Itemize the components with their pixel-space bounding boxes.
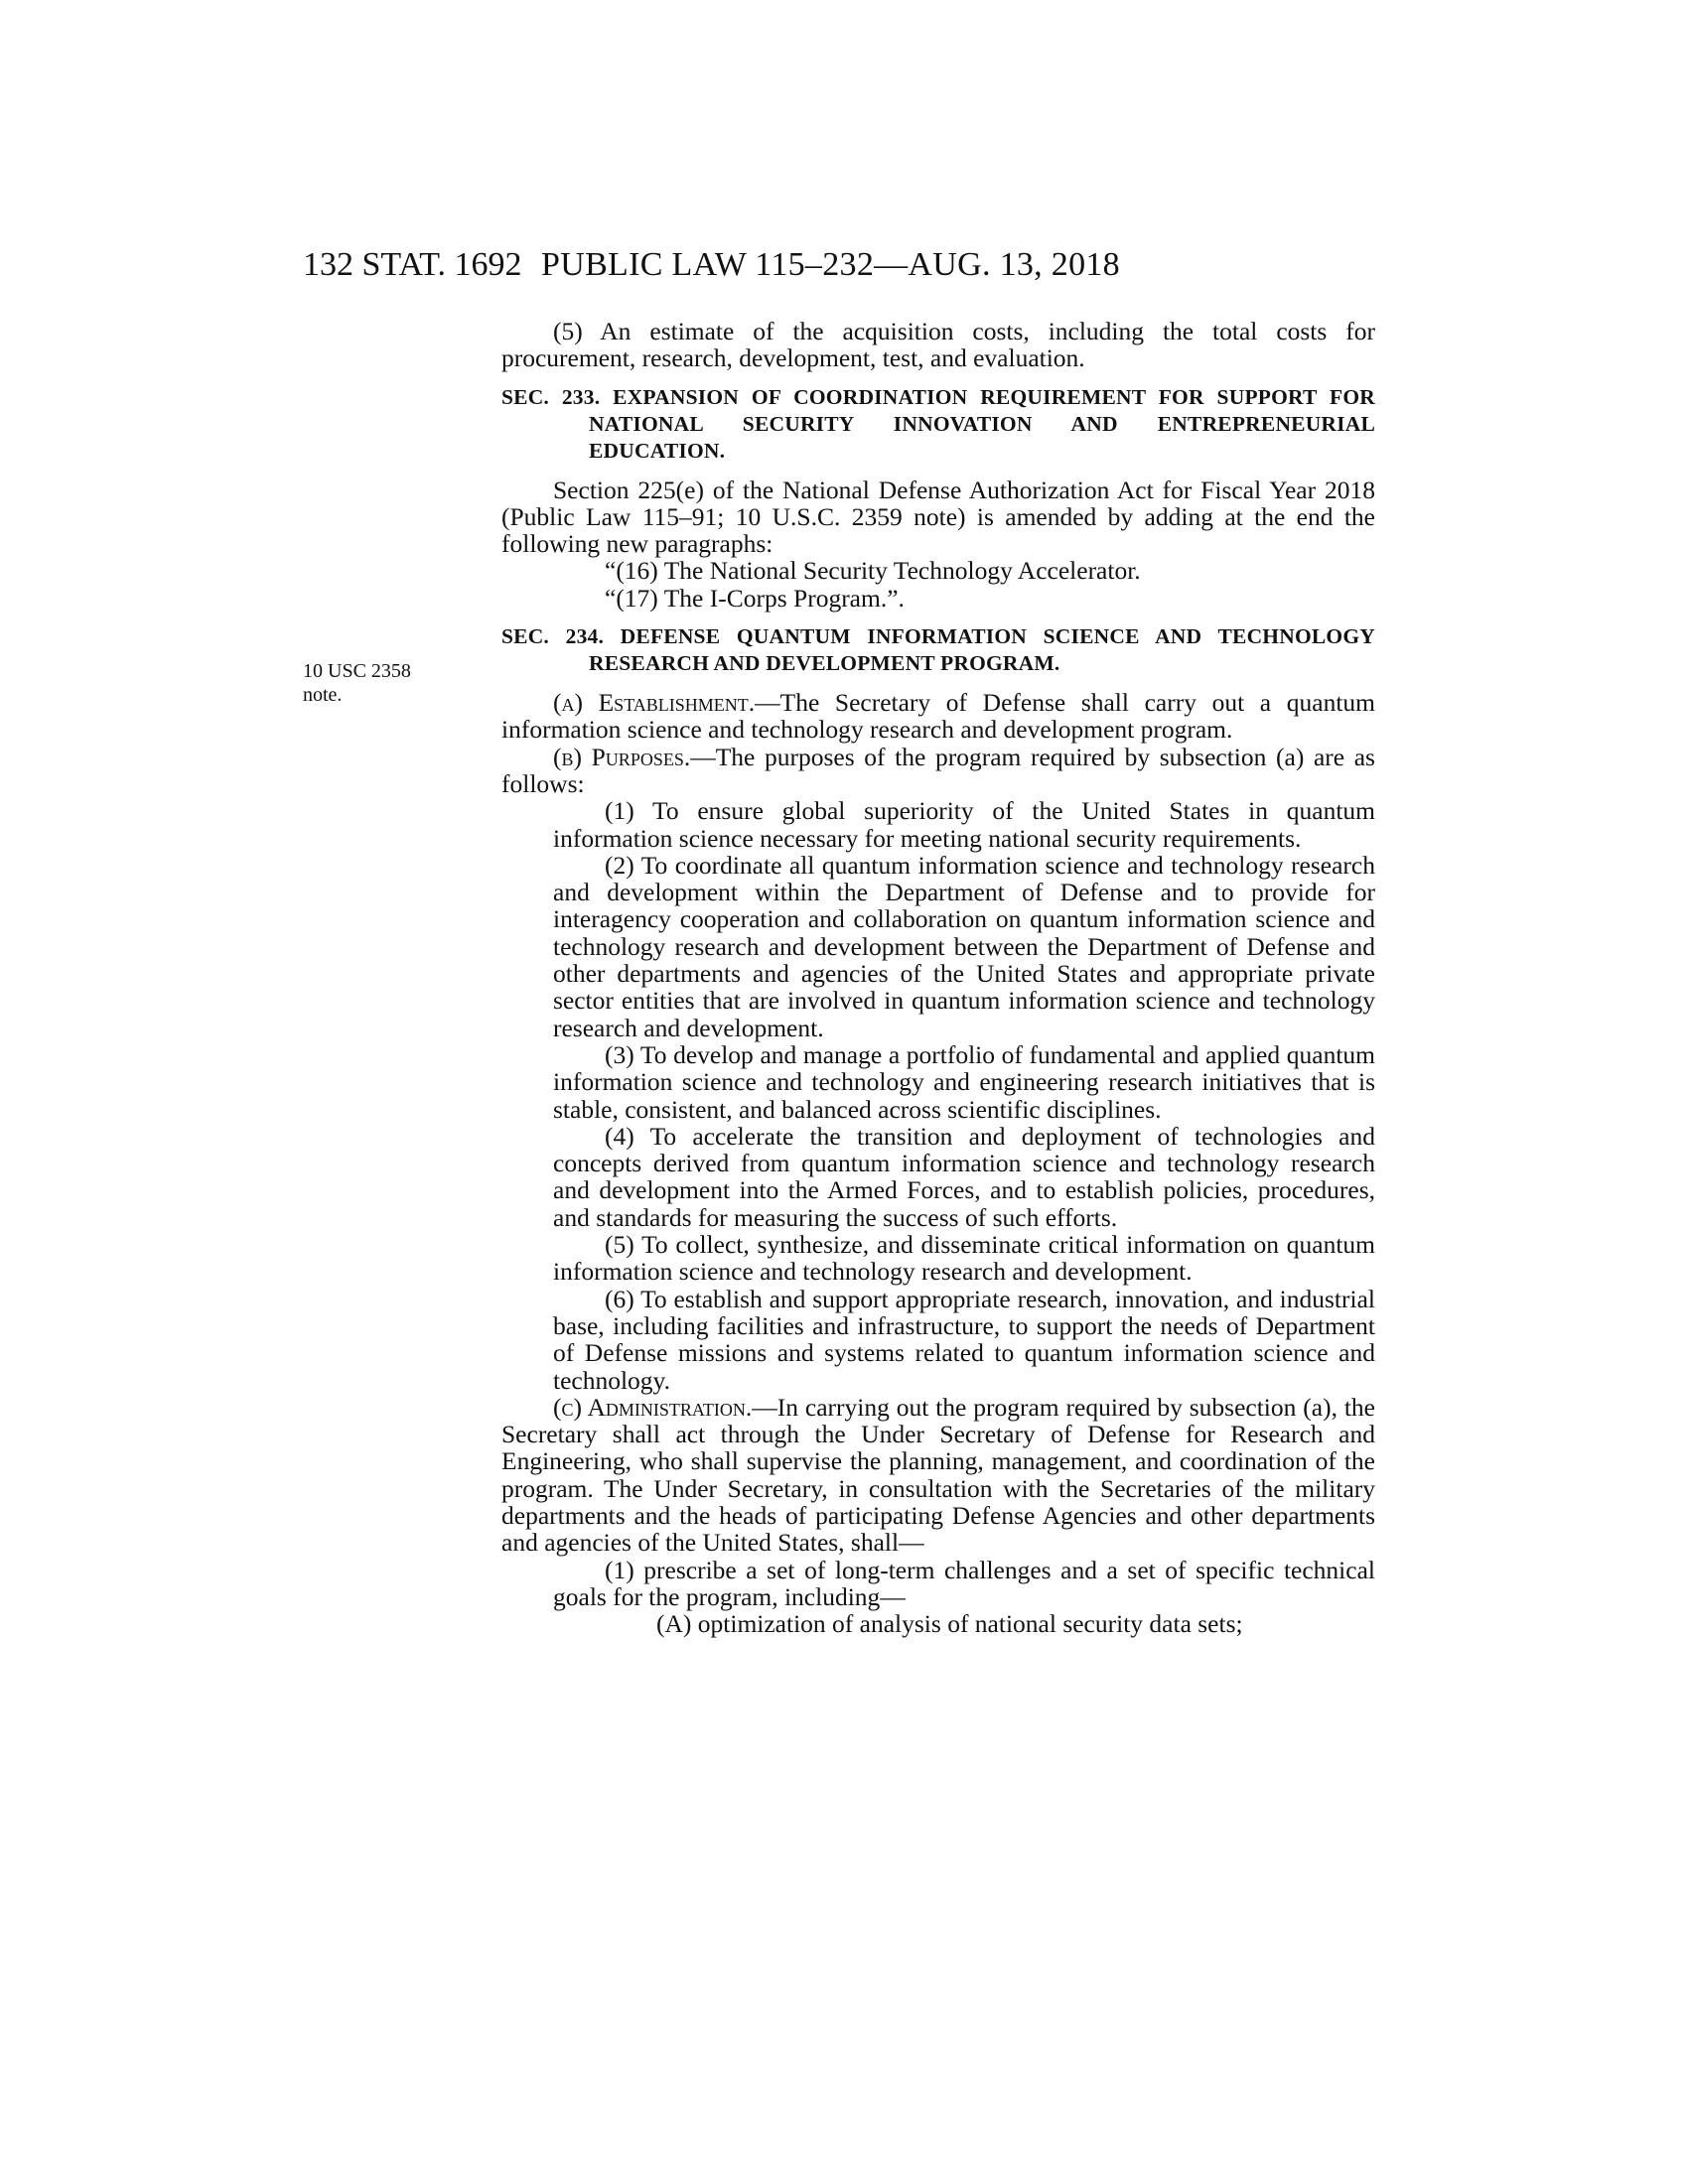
section-233-paragraph-17: “(17) The I-Corps Program.”. <box>605 583 905 613</box>
margin-note-line: 10 USC 2358 <box>303 660 411 682</box>
purpose-5: (5) To collect, synthesize, and disseminate critical information on quantum information science and technology research and development. <box>553 1230 1375 1287</box>
margin-note <box>303 659 442 707</box>
section-233-text: Section 225(e) of the National Defense Authorization Act for Fiscal Year 2018 (Public Law 115–91; 10 U.S.C. 2359 note) is amended by adding at the end the following new paragraphs: <box>501 475 1375 559</box>
section-233-paragraph-16: “(16) The National Security Technology Accelerator. <box>605 556 1141 586</box>
paragraph-5-intro: (5) An estimate of the acquisition costs, including the total costs for procurement, research, development, test, and evaluation. <box>501 317 1375 373</box>
section-234-heading: SEC. 234. DEFENSE QUANTUM INFORMATION SCIENCE AND TECHNOLOGY RESEARCH AND DEVELOPMENT PROGRAM. <box>501 624 1375 676</box>
running-header-title: PUBLIC LAW 115–232—AUG. 13, 2018 <box>541 246 1120 283</box>
subsection-b-text: —The purposes of the program required by subsection (a) are as follows: <box>501 742 1375 798</box>
purpose-1: (1) To ensure global superiority of the United States in quantum information science necessary for meeting national security requirements. <box>553 796 1375 853</box>
page-reference: 132 STAT. 1692 <box>303 246 522 283</box>
subsection-b <box>501 744 1375 798</box>
subsection-a <box>501 689 1375 744</box>
purpose-6: (6) To establish and support appropriate research, innovation, and industrial base, including facilities and infrastructure, to support the needs of Department of Defense missions and systems related to quantum information science and technology. <box>553 1284 1375 1395</box>
purpose-3: (3) To develop and manage a portfolio of fundamental and applied quantum information science and technology and engineering research initiatives that is stable, consistent, and balanced across scientific disciplines. <box>553 1039 1375 1124</box>
administration-1: (1) prescribe a set of long-term challenges and a set of specific technical goals for the program, including— <box>553 1555 1375 1611</box>
document-body <box>501 318 1375 1637</box>
administration-1-A: (A) optimization of analysis of national security data sets; <box>656 1609 1243 1639</box>
section-233-heading: SEC. 233. EXPANSION OF COORDINATION REQUIREMENT FOR SUPPORT FOR NATIONAL SECURITY INNOVATION AND ENTREPRENEURIAL EDUCATION. <box>501 384 1375 463</box>
subsection-c-label: (c) Administration. <box>553 1392 753 1422</box>
subsection-c-text: —In carrying out the program required by subsection (a), the Secretary shall act through the Under Secretary of Defense for Research and Engineering, who shall supervise the planning, management, and coordination of the program. The Under Secretary, in consultation with the Secretaries of the military departments and the heads of participating Defense Agencies and other departments and agencies of the United States, shall— <box>501 1392 1375 1558</box>
subsection-a-text: —The Secretary of Defense shall carry out a quantum information science and technology research and development program. <box>501 688 1375 745</box>
purpose-2: (2) To coordinate all quantum information science and technology research and development within the Department of Defense and to provide for interagency cooperation and collaboration on quantum information science and technology research and development between the Department of Defense and other departments and agencies of the United States and appropriate private sector entities that are involved in quantum information science and technology research and development. <box>553 850 1375 1042</box>
margin-note-line: note. <box>303 684 343 706</box>
subsection-b-label: (b) Purposes. <box>553 742 691 771</box>
subsection-a-label: (a) Establishment. <box>553 688 756 718</box>
subsection-c <box>501 1394 1375 1557</box>
purpose-4: (4) To accelerate the transition and deployment of technologies and concepts derived from quantum information science and technology research and development into the Armed Forces, and to establish policies, procedures, and standards for measuring the success of such efforts. <box>553 1121 1375 1232</box>
